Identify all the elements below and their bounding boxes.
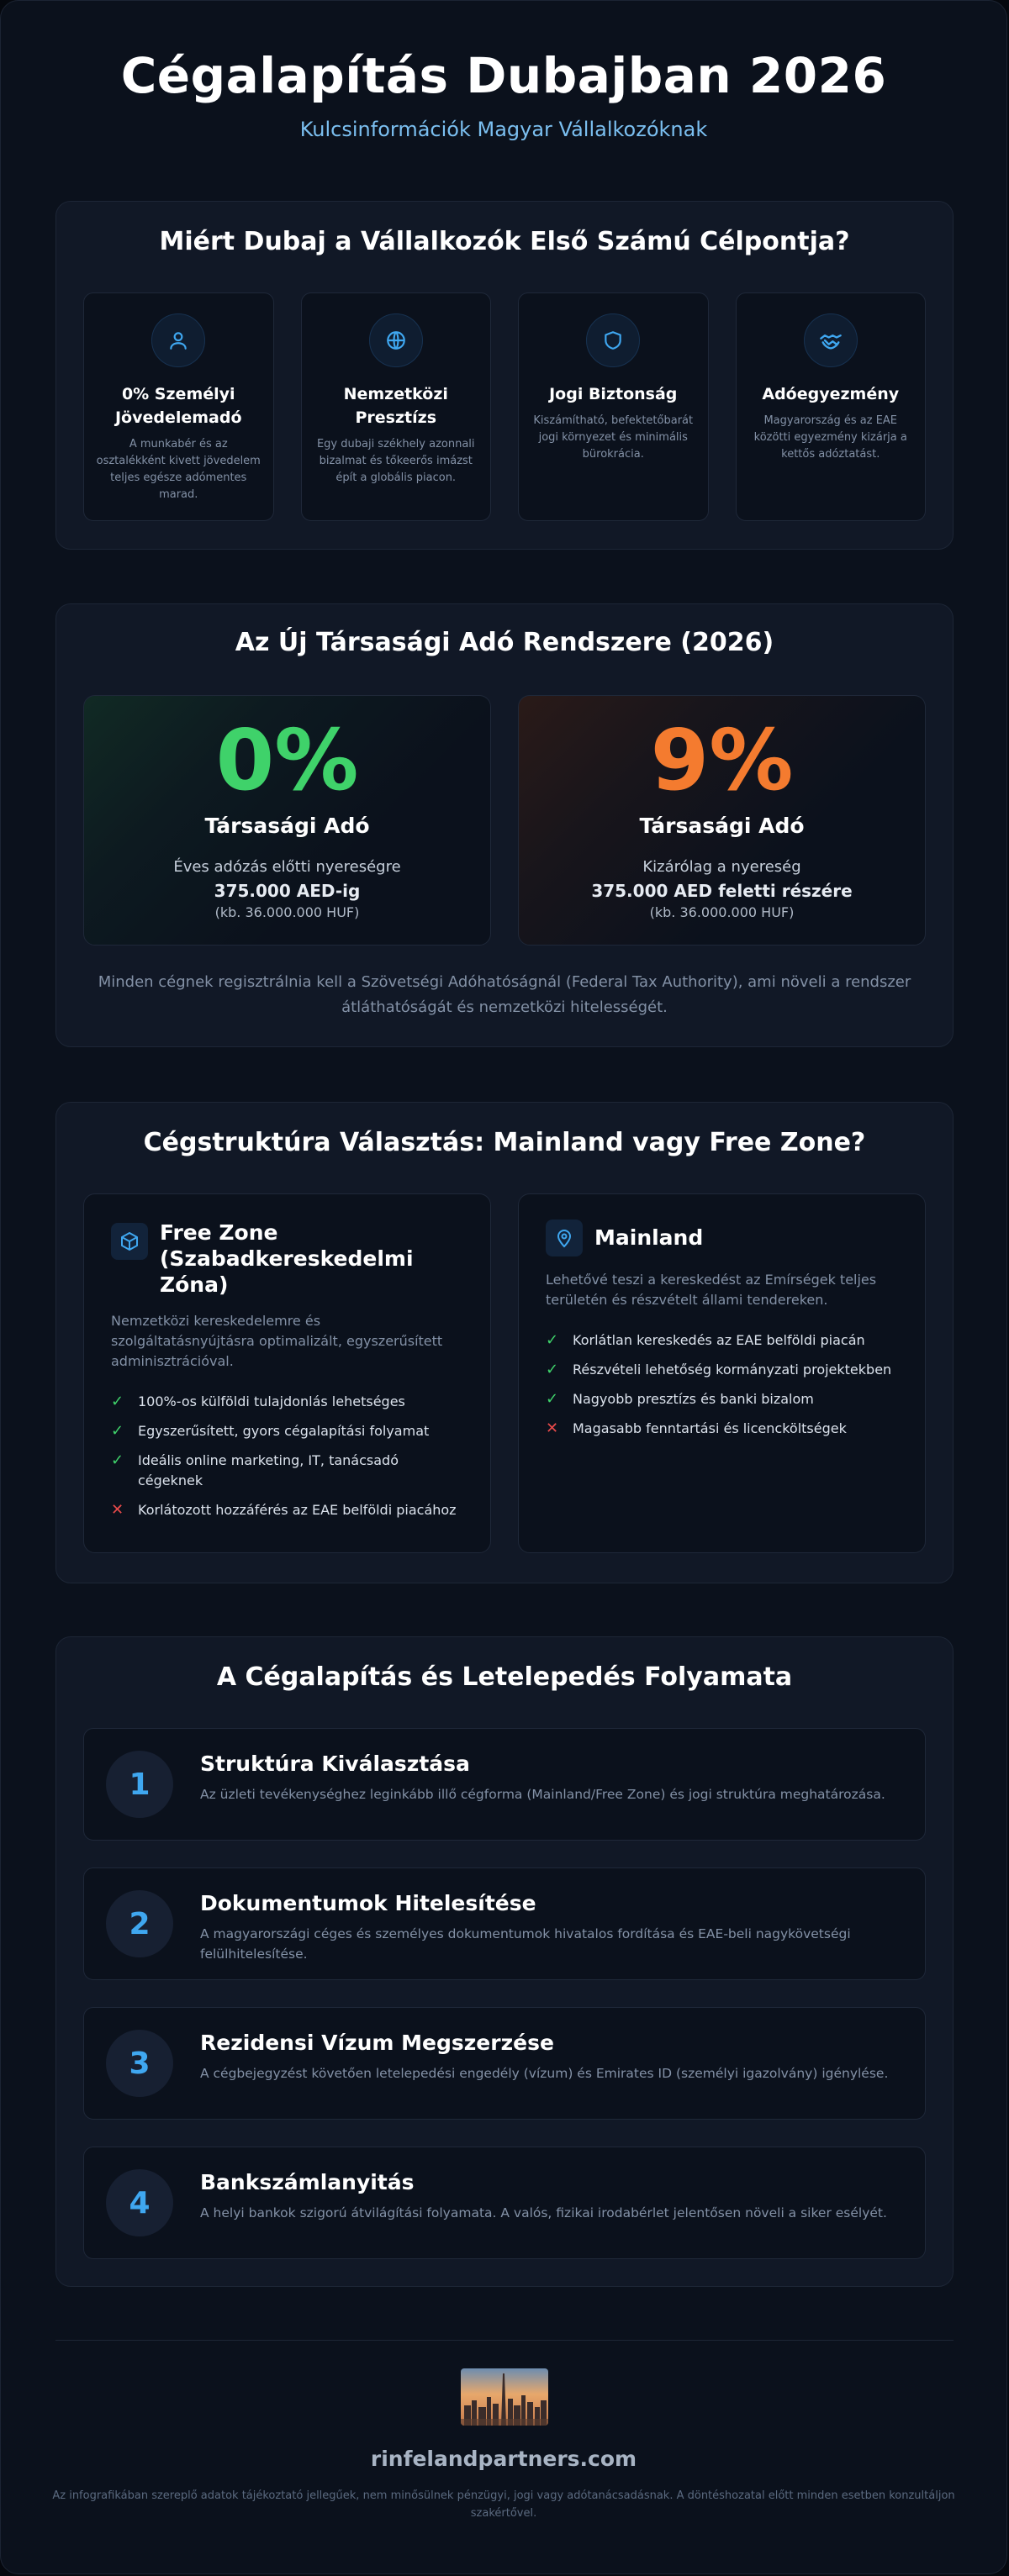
why-card-title: Jogi Biztonság: [549, 385, 678, 403]
tax-description: Kizárólag a nyereség: [642, 858, 801, 876]
step-number: 3: [106, 2030, 173, 2097]
feature-item: [111, 1421, 463, 1441]
check-icon: ✓: [546, 1331, 559, 1349]
feature-item: [546, 1419, 898, 1439]
tax-rate: 9%: [650, 711, 794, 809]
tax-rate: 0%: [215, 711, 359, 809]
freezone-features: [111, 1392, 463, 1520]
why-card-text: Kiszámítható, befektetőbarát jogi környezet és minimális bürokrácia.: [533, 414, 694, 461]
step-description: A magyarországi céges és személyes dokumentumok hivatalos fordítása és EAE-beli nagykövetségi felülhitelesítése.: [200, 1926, 851, 1962]
why-card-text: Magyarország és az EAE közötti egyezmény kizárja a kettős adóztatást.: [753, 414, 907, 461]
step-number: 4: [106, 2169, 173, 2236]
why-dubai-section: [55, 201, 954, 550]
person-icon: [151, 313, 205, 367]
tax-label: Társasági Adó: [639, 814, 805, 838]
process-section: [55, 1636, 954, 2287]
tax-threshold: 375.000 AED-ig: [214, 881, 361, 901]
tax-huf-equivalent: (kb. 36.000.000 HUF): [214, 904, 360, 920]
process-step: [83, 2007, 926, 2120]
why-card-text: Egy dubaji székhely azonnali bizalmat és tőkeerős imázst épít a globális piacon.: [316, 438, 475, 484]
tax-note: Minden cégnek regisztrálnia kell a Szövetségi Adóhatóságnál (Federal Tax Authority), ami növeli a rendszer átláthatóságát és nemzetközi hitelességét.: [98, 973, 911, 1016]
check-icon: ✓: [111, 1393, 124, 1410]
dubai-skyline-image: [461, 2368, 548, 2426]
website-link[interactable]: rinfelandpartners.com: [370, 2447, 637, 2471]
tax-label: Társasági Adó: [204, 814, 370, 838]
tax-card-zero: [83, 695, 491, 946]
feature-item: [546, 1330, 898, 1351]
feature-text: Magasabb fenntartási és licencköltségek: [573, 1420, 847, 1436]
footer-divider: [55, 2340, 954, 2341]
page-header: [1, 47, 1006, 141]
freezone-card: [83, 1193, 491, 1553]
process-section-title: A Cégalapítás és Letelepedés Folyamata: [216, 1662, 793, 1692]
tax-description: Éves adózás előtti nyereségre: [173, 858, 401, 876]
freezone-title: Free Zone (Szabadkereskedelmi Zóna): [160, 1220, 414, 1297]
handshake-icon: [804, 313, 858, 367]
feature-text: 100%-os külföldi tulajdonlás lehetséges: [138, 1393, 405, 1409]
why-section-title: Miért Dubaj a Vállalkozók Első Számú Célpontja?: [159, 227, 850, 256]
feature-text: Ideális online marketing, IT, tanácsadó cégeknek: [138, 1452, 399, 1488]
check-icon: ✓: [546, 1361, 559, 1378]
map-pin-icon: [546, 1220, 583, 1256]
why-card-income-tax: [83, 292, 274, 521]
cube-icon: [111, 1223, 148, 1260]
why-card-title: 0% Személyi Jövedelemadó: [114, 385, 242, 427]
why-card-title: Nemzetközi Presztízs: [343, 385, 448, 427]
check-icon: ✓: [111, 1451, 124, 1469]
why-card-title: Adóegyezmény: [762, 385, 900, 403]
feature-item: [111, 1500, 463, 1520]
tax-section-title: Az Új Társasági Adó Rendszere (2026): [235, 628, 774, 657]
disclaimer: Az infografikában szereplő adatok tájékoztató jellegűek, nem minősülnek pénzügyi, jogi vagy adótanácsadásnak. A döntéshozatal előtt minden esetben konzultáljon szakértővel.: [52, 2489, 955, 2520]
shield-icon: [586, 313, 640, 367]
structure-section-title: Cégstruktúra Választás: Mainland vagy Free Zone?: [143, 1128, 866, 1157]
feature-item: [111, 1451, 463, 1491]
page-subtitle: Kulcsinformációk Magyar Vállalkozóknak: [299, 118, 708, 141]
corporate-tax-section: [55, 603, 954, 1047]
step-title: Dokumentumok Hitelesítése: [200, 1891, 536, 1915]
feature-text: Egyszerűsített, gyors cégalapítási folyamat: [138, 1423, 430, 1439]
cross-icon: ✕: [111, 1501, 124, 1519]
cross-icon: ✕: [546, 1420, 559, 1437]
feature-item: [546, 1360, 898, 1380]
feature-text: Nagyobb presztízs és banki bizalom: [573, 1391, 814, 1407]
feature-text: Korlátlan kereskedés az EAE belföldi piacán: [573, 1332, 865, 1348]
check-icon: ✓: [111, 1422, 124, 1440]
feature-text: Részvételi lehetőség kormányzati projektekben: [573, 1362, 892, 1378]
step-description: A helyi bankok szigorú átvilágítási folyamata. A valós, fizikai irodabérlet jelentősen növeli a siker esélyét.: [200, 2205, 887, 2220]
why-card-legal: [518, 292, 709, 521]
freezone-description: Nemzetközi kereskedelemre és szolgáltatásnyújtásra optimalizált, egyszerűsített adminisztrációval.: [111, 1313, 443, 1369]
step-title: Bankszámlanyitás: [200, 2170, 415, 2194]
mainland-card: [518, 1193, 926, 1553]
check-icon: ✓: [546, 1390, 559, 1408]
why-card-prestige: [301, 292, 492, 521]
step-number: 1: [106, 1751, 173, 1818]
process-step: [83, 1867, 926, 1980]
feature-item: [111, 1392, 463, 1412]
process-step: [83, 2147, 926, 2259]
tax-threshold: 375.000 AED feletti részére: [591, 881, 853, 901]
step-description: A cégbejegyzést követően letelepedési engedély (vízum) és Emirates ID (személyi igazolvány) igénylése.: [200, 2066, 889, 2081]
mainland-features: [546, 1330, 898, 1439]
why-card-text: A munkabér és az osztalékként kivett jövedelem teljes egésze adómentes marad.: [96, 438, 261, 501]
step-title: Rezidensi Vízum Megszerzése: [200, 2031, 554, 2055]
mainland-description: Lehetővé teszi a kereskedést az Emírségek teljes területén és részvételt állami tendereken.: [546, 1272, 877, 1308]
feature-item: [546, 1389, 898, 1409]
page-title: Cégalapítás Dubajban 2026: [120, 47, 887, 104]
feature-text: Korlátozott hozzáférés az EAE belföldi piacához: [138, 1502, 457, 1518]
tax-card-nine: [518, 695, 926, 946]
why-card-treaty: [736, 292, 927, 521]
process-step: [83, 1728, 926, 1841]
globe-icon: [369, 313, 423, 367]
company-structure-section: [55, 1102, 954, 1583]
step-description: Az üzleti tevékenységhez leginkább illő cégforma (Mainland/Free Zone) és jogi struktúra meghatározása.: [200, 1787, 885, 1802]
tax-huf-equivalent: (kb. 36.000.000 HUF): [649, 904, 795, 920]
step-title: Struktúra Kiválasztása: [200, 1752, 470, 1776]
mainland-title: Mainland: [594, 1225, 704, 1250]
step-number: 2: [106, 1890, 173, 1957]
